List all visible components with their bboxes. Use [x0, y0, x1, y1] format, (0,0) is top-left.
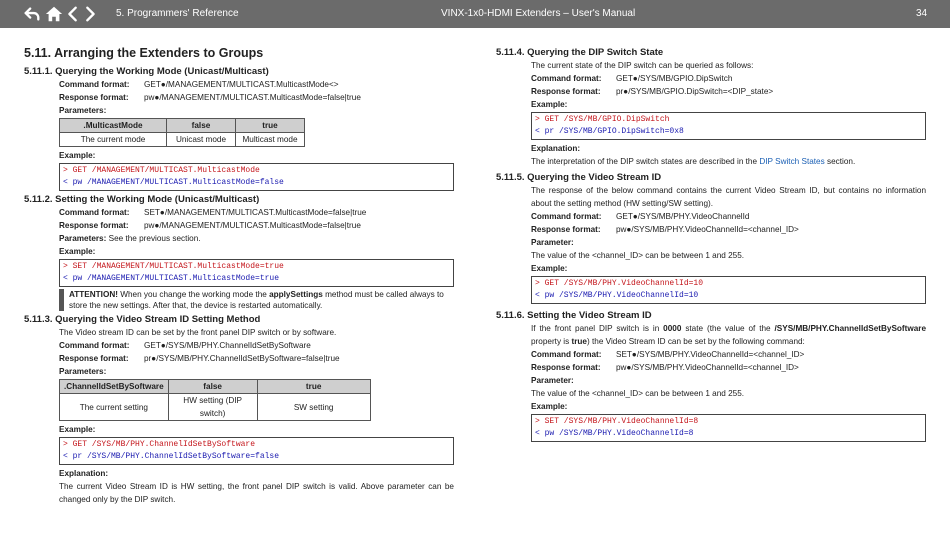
example-request: > GET /SYS/MB/PHY.ChannelIdSetBySoftware	[63, 440, 256, 449]
table-cell: The current setting	[60, 394, 169, 421]
parameter-label: Parameter:	[531, 238, 574, 247]
section-intro: The response of the below command contains the current Video Stream ID, but contains no information about the setting method (HW setting/SW setting).	[531, 186, 926, 208]
example-request: > SET /MANAGEMENT/MULTICAST.MulticastMode=true	[63, 262, 284, 271]
example-code-box	[59, 259, 454, 287]
parameter-text: The value of the <channel_ID> can be between 1 and 255.	[531, 389, 745, 398]
response-format-label: Response format:	[59, 93, 129, 102]
response-format-label: Response format:	[59, 221, 129, 230]
intro-text-part: property is	[531, 337, 570, 346]
example-label: Example:	[531, 100, 568, 109]
table-cell: Unicast mode	[167, 133, 236, 147]
dip-switch-states-link[interactable]: DIP Switch States	[759, 157, 825, 166]
page-number: 34	[916, 8, 928, 19]
attention-text: When you change the working mode the	[120, 290, 267, 299]
response-format-row	[59, 91, 454, 104]
example-code-box	[531, 112, 926, 140]
section-heading-5-11-4: 5.11.4. Querying the DIP Switch State	[496, 47, 664, 58]
response-format-value: pw●/MANAGEMENT/MULTICAST.MulticastMode=false|true	[144, 93, 361, 102]
command-format-label: Command format:	[59, 208, 130, 217]
section-intro: The Video stream ID can be set by the front panel DIP switch or by software.	[59, 328, 337, 337]
section-heading-5-11-2: 5.11.2. Setting the Working Mode (Unicast/Multicast)	[24, 194, 260, 205]
example-code-box	[531, 414, 926, 442]
example-request: > GET /MANAGEMENT/MULTICAST.MulticastMode	[63, 166, 260, 175]
response-format-label: Response format:	[531, 225, 601, 234]
section-heading-5-11-1: 5.11.1. Querying the Working Mode (Unicast/Multicast)	[24, 66, 269, 77]
table-header-cell: true	[236, 119, 305, 133]
table-cell: The current mode	[60, 133, 167, 147]
parameters-label: Parameters:	[59, 106, 107, 115]
example-response: < pw /MANAGEMENT/MULTICAST.MulticastMode=true	[63, 274, 280, 283]
explanation-text-part: section.	[827, 157, 856, 166]
command-format-row	[531, 210, 926, 223]
command-format-value: SET●/SYS/MB/PHY.VideoChannelId=<channel_ID>	[616, 350, 805, 359]
parameters-label: Parameters:	[59, 234, 107, 243]
header-bar	[0, 0, 950, 28]
command-format-label: Command format:	[59, 341, 130, 350]
command-format-value: GET●/SYS/MB/PHY.VideoChannelId	[616, 212, 750, 221]
response-format-value: pw●/SYS/MB/PHY.VideoChannelId=<channel_ID>	[616, 363, 799, 372]
example-code-box	[59, 163, 454, 191]
response-format-value: pw●/MANAGEMENT/MULTICAST.MulticastMode=false|true	[144, 221, 361, 230]
command-format-row	[59, 339, 454, 352]
section-heading-5-11-3: 5.11.3. Querying the Video Stream ID Setting Method	[24, 314, 261, 325]
table-header-cell: .ChannelIdSetBySoftware	[60, 380, 169, 394]
example-label: Example:	[59, 247, 96, 256]
example-code-box	[531, 276, 926, 304]
explanation-text	[531, 155, 926, 168]
table-header-cell: false	[168, 380, 257, 394]
document-title: VINX-1x0-HDMI Extenders – User's Manual	[441, 8, 636, 19]
command-format-value: GET●/SYS/MB/PHY.ChannelIdSetBySoftware	[144, 341, 311, 350]
intro-bold-part: /SYS/MB/PHY.ChannelIdSetBySoftware	[774, 324, 927, 333]
section-heading-5-11-6: 5.11.6. Setting the Video Stream ID	[496, 310, 652, 321]
chevron-right-icon[interactable]	[80, 4, 100, 24]
example-label: Example:	[59, 425, 96, 434]
example-label: Example:	[59, 151, 96, 160]
response-format-row	[531, 361, 926, 374]
intro-bold-part: 0000	[663, 324, 682, 333]
response-format-value: pw●/SYS/MB/PHY.VideoChannelId=<channel_ID>	[616, 225, 799, 234]
table-cell: HW setting (DIP switch)	[168, 394, 257, 421]
intro-bold-part: true	[571, 337, 587, 346]
response-format-row	[59, 352, 454, 365]
section-intro: The current state of the DIP switch can be queried as follows:	[531, 61, 754, 70]
command-format-row	[531, 72, 926, 85]
parameters-table	[59, 118, 305, 147]
attention-label: ATTENTION!	[69, 290, 118, 299]
attention-text: method must be called always to store the new settings. After that, the device is restarted automatically.	[69, 290, 444, 310]
command-format-row	[531, 348, 926, 361]
attention-note	[59, 289, 454, 311]
example-code-box	[59, 437, 454, 465]
response-format-label: Response format:	[531, 87, 601, 96]
example-response: < pw /SYS/MB/PHY.VideoChannelId=8	[535, 429, 694, 438]
example-response: < pr /SYS/MB/PHY.ChannelIdSetBySoftware=false	[63, 452, 280, 461]
command-format-label: Command format:	[531, 212, 602, 221]
home-icon[interactable]	[44, 4, 64, 24]
command-format-row	[59, 78, 454, 91]
parameters-text: See the previous section.	[108, 234, 201, 243]
example-response: < pw /SYS/MB/PHY.VideoChannelId=10	[535, 291, 699, 300]
example-label: Example:	[531, 402, 568, 411]
intro-text-part: state (the value of the	[685, 324, 771, 333]
command-format-value: GET●/SYS/MB/GPIO.DipSwitch	[616, 74, 733, 83]
table-cell: Multicast mode	[236, 133, 305, 147]
response-format-row	[59, 219, 454, 232]
command-format-label: Command format:	[59, 80, 130, 89]
attention-method: applySettings	[269, 290, 323, 299]
table-header-cell: false	[167, 119, 236, 133]
example-response: < pr /SYS/MB/GPIO.DipSwitch=0x8	[535, 127, 684, 136]
parameter-label: Parameter:	[531, 376, 574, 385]
command-format-row	[59, 206, 454, 219]
explanation-text: The current Video Stream ID is HW setting, the front panel DIP switch is valid. Above parameter can be changed only by the DIP switch.	[59, 482, 454, 504]
response-format-label: Response format:	[531, 363, 601, 372]
response-format-row	[531, 223, 926, 236]
explanation-label: Explanation:	[531, 144, 581, 153]
left-column	[24, 46, 454, 506]
response-format-value: pr●/SYS/MB/PHY.ChannelIdSetBySoftware=false|true	[144, 354, 340, 363]
parameters-label: Parameters:	[59, 367, 107, 376]
example-request: > GET /SYS/MB/PHY.VideoChannelId=10	[535, 279, 704, 288]
intro-text-part: ) the Video Stream ID can be set by the following command:	[586, 337, 805, 346]
example-request: > SET /SYS/MB/PHY.VideoChannelId=8	[535, 417, 699, 426]
example-response: < pw /MANAGEMENT/MULTICAST.MulticastMode=false	[63, 178, 284, 187]
right-column	[496, 46, 926, 444]
table-header-cell: true	[257, 380, 370, 394]
parameters-table	[59, 379, 371, 421]
back-return-icon[interactable]	[22, 4, 42, 24]
table-header-cell: .MulticastMode	[60, 119, 167, 133]
command-format-value: SET●/MANAGEMENT/MULTICAST.MulticastMode=false|true	[144, 208, 367, 217]
command-format-label: Command format:	[531, 350, 602, 359]
section-name: 5. Programmers' Reference	[116, 8, 239, 19]
intro-text-part: If the front panel DIP switch is in	[531, 324, 660, 333]
section-intro	[531, 322, 926, 348]
parameters-line	[59, 232, 454, 245]
table-cell: SW setting	[257, 394, 370, 421]
response-format-value: pr●/SYS/MB/GPIO.DipSwitch=<DIP_state>	[616, 87, 774, 96]
explanation-text-part: The interpretation of the DIP switch states are described in the	[531, 157, 758, 166]
command-format-value: GET●/MANAGEMENT/MULTICAST.MulticastMode<>	[144, 80, 339, 89]
example-label: Example:	[531, 264, 568, 273]
section-heading-5-11-5: 5.11.5. Querying the Video Stream ID	[496, 172, 662, 183]
response-format-row	[531, 85, 926, 98]
chapter-heading: 5.11. Arranging the Extenders to Groups	[24, 46, 264, 60]
command-format-label: Command format:	[531, 74, 602, 83]
example-request: > GET /SYS/MB/GPIO.DipSwitch	[535, 115, 670, 124]
response-format-label: Response format:	[59, 354, 129, 363]
explanation-label: Explanation:	[59, 469, 109, 478]
parameter-text: The value of the <channel_ID> can be between 1 and 255.	[531, 251, 745, 260]
